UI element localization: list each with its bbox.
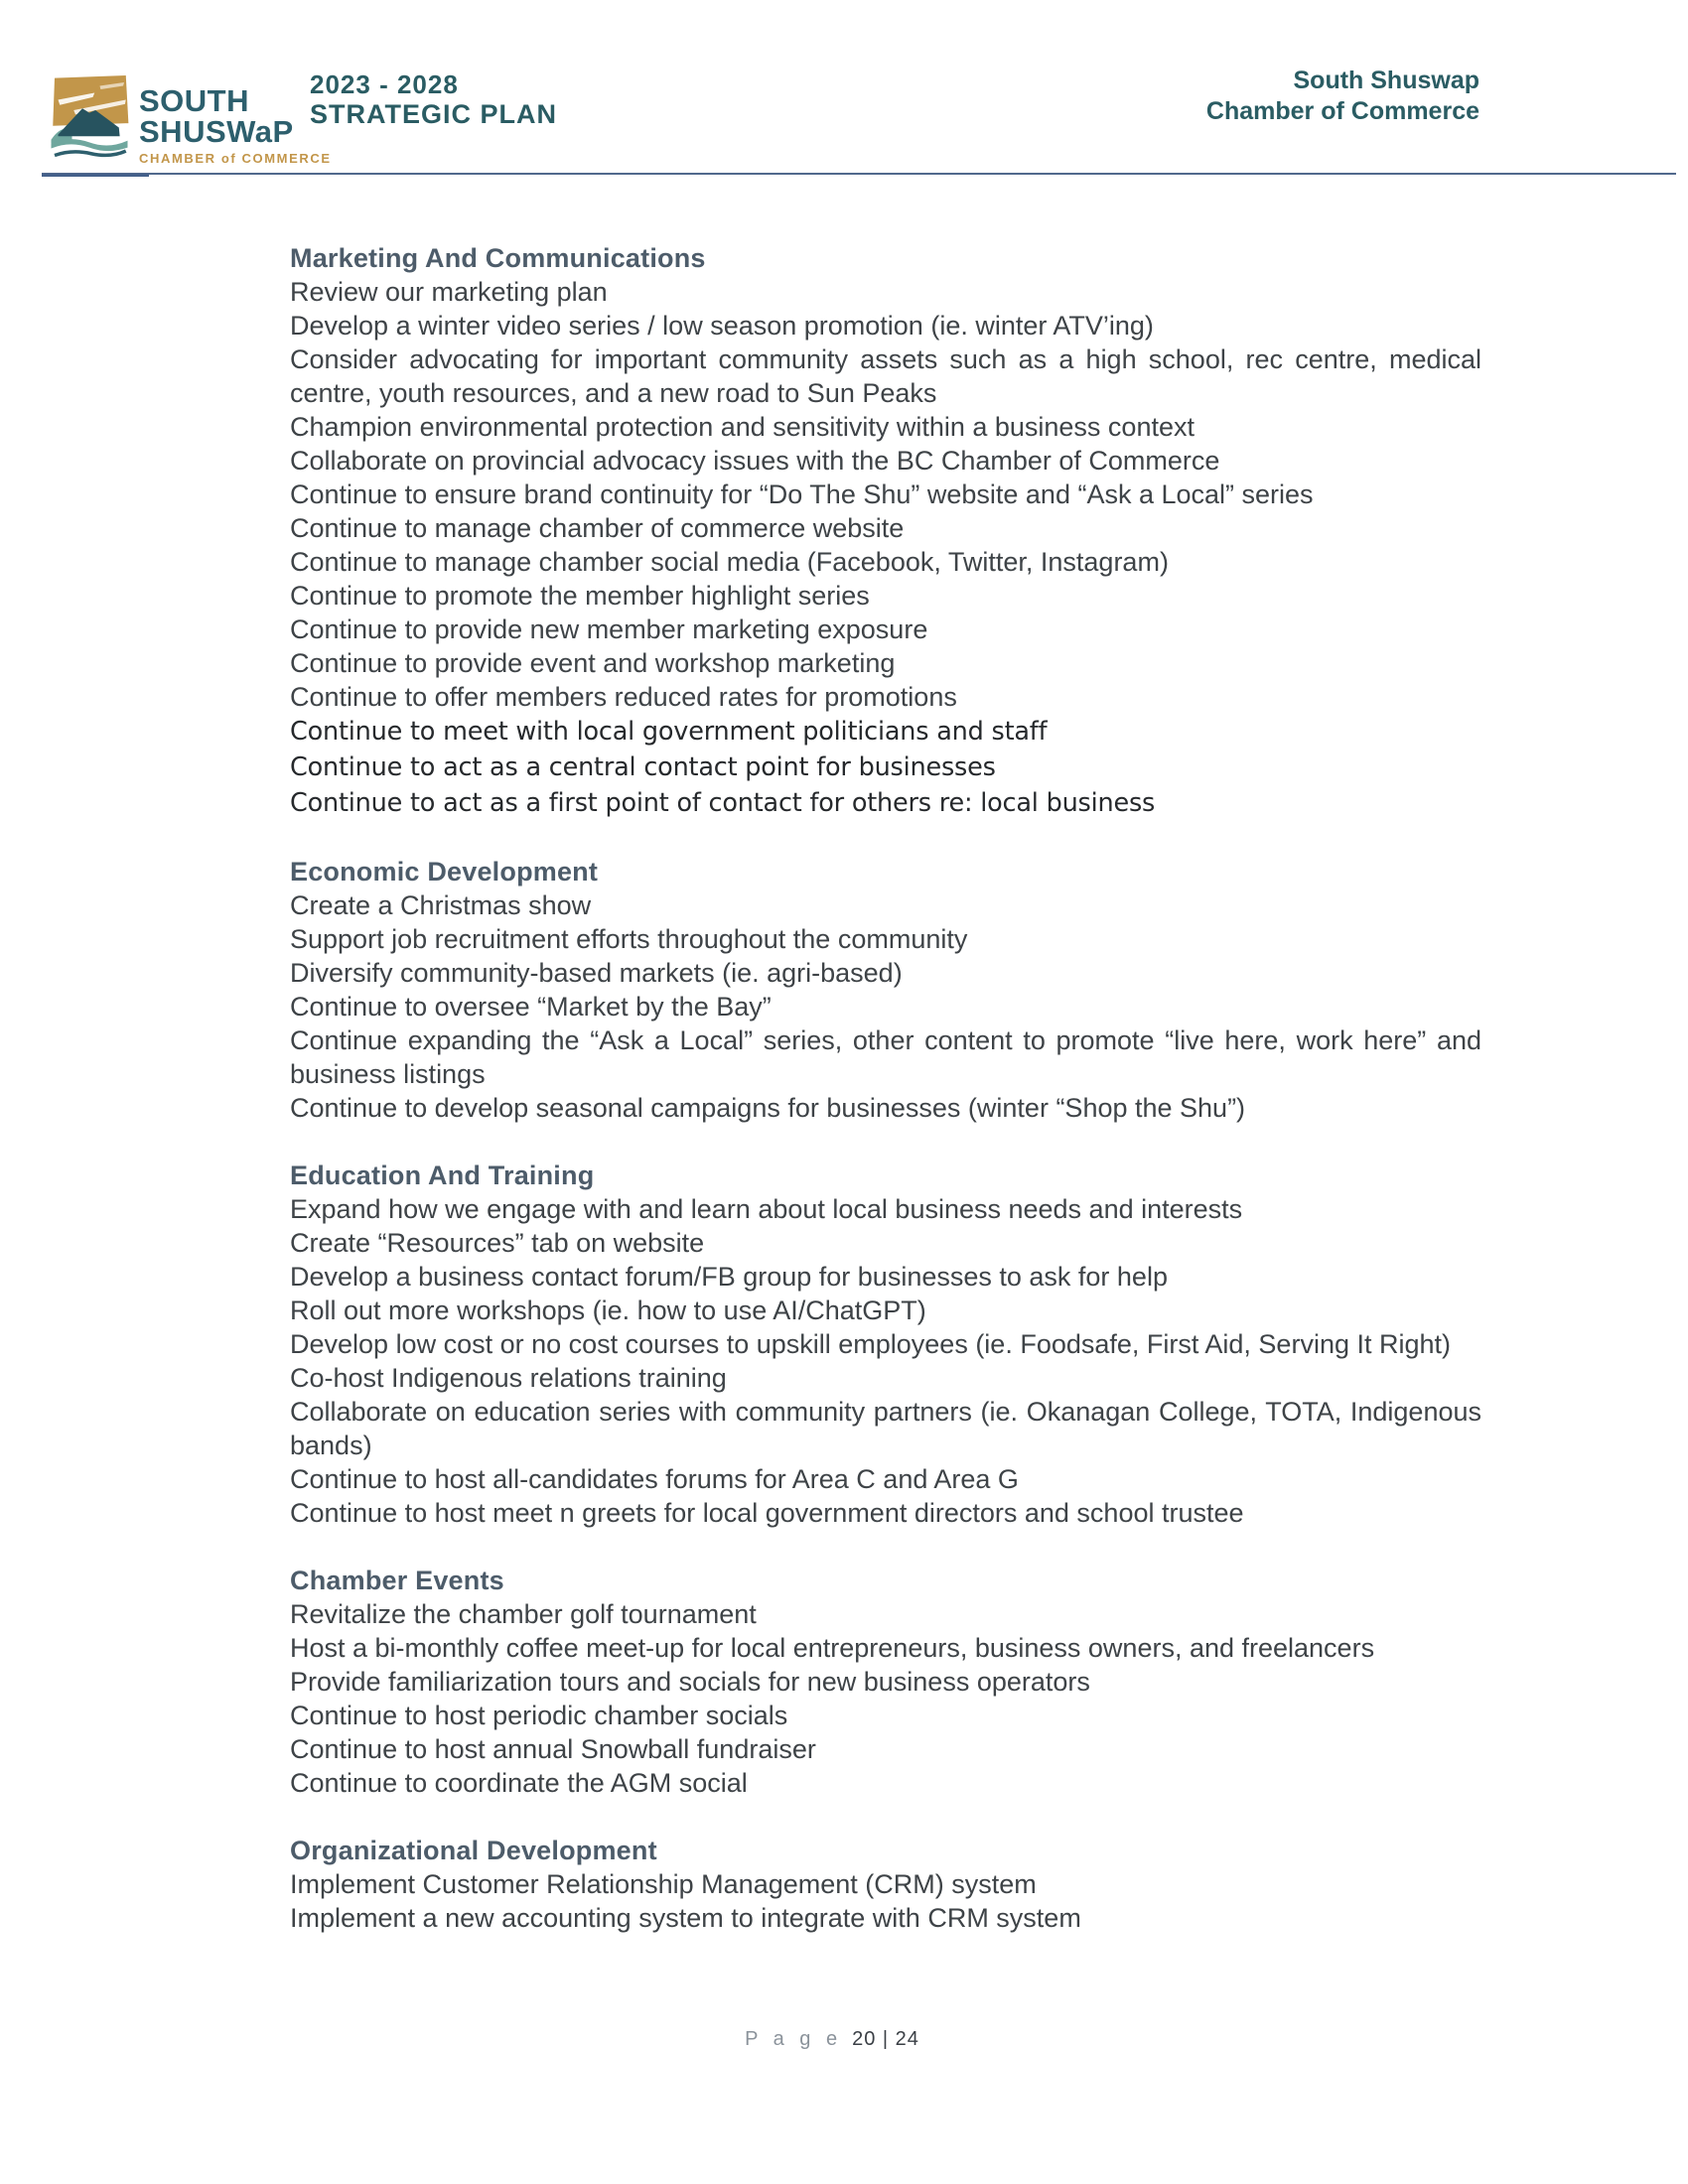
plan-item: Diversify community-based markets (ie. agri-based) [290,958,903,988]
plan-item: Continue to provide event and workshop marketing [290,648,896,678]
plan-section [290,241,1481,821]
section-items [290,275,1481,821]
logo-name-line2: SHUSWaP [139,114,294,149]
plan-item: Continue to manage chamber social media (Facebook, Twitter, Instagram) [290,547,1169,577]
plan-item: Continue expanding the “Ask a Local” series, other content to promote “live here, work here” and business listings [290,1025,1481,1089]
header-divider-segment [42,174,149,177]
plan-item: Continue to provide new member marketing exposure [290,614,928,644]
plan-item: Review our marketing plan [290,277,608,307]
plan-name: STRATEGIC PLAN [310,99,557,129]
plan-item: Create a Christmas show [290,890,592,920]
plan-section [290,855,1481,1125]
chamber-logo-wordmark [139,85,332,165]
header-divider [42,173,1676,175]
plan-item: Continue to act as a central contact point for businesses [290,752,996,782]
plan-item: Continue to host periodic chamber socials [290,1701,788,1730]
section-heading: Economic Development [290,857,599,887]
plan-item: Roll out more workshops (ie. how to use AI/ChatGPT) [290,1296,926,1325]
plan-item: Continue to meet with local government politicians and staff [290,717,1048,747]
plan-item: Support job recruitment efforts throughout the community [290,924,968,954]
plan-item: Continue to host meet n greets for local government directors and school trustee [290,1498,1244,1528]
plan-item: Collaborate on provincial advocacy issues with the BC Chamber of Commerce [290,446,1220,476]
plan-item: Continue to oversee “Market by the Bay” [290,992,772,1022]
chamber-logo-icon [48,73,131,161]
section-items [290,888,1481,1125]
plan-item: Expand how we engage with and learn about local business needs and interests [290,1194,1243,1224]
content [290,241,1481,1935]
plan-item: Provide familiarization tours and socials for new business operators [290,1667,1090,1697]
section-items [290,1192,1481,1530]
plan-item: Co-host Indigenous relations training [290,1363,727,1393]
plan-section [290,1564,1481,1800]
plan-item: Continue to coordinate the AGM social [290,1768,748,1798]
plan-item: Continue to act as a first point of contact for others re: local business [290,788,1156,818]
org-name-line2: Chamber of Commerce [1205,97,1479,125]
organization-name [1206,66,1479,127]
section-heading: Chamber Events [290,1566,504,1595]
plan-item: Continue to host all-candidates forums for Area C and Area G [290,1464,1019,1494]
org-name-line1: South Shuswap [1293,67,1479,94]
plan-item: Create “Resources” tab on website [290,1228,705,1258]
plan-item: Host a bi-monthly coffee meet-up for local entrepreneurs, business owners, and freelancers [290,1633,1375,1663]
plan-item: Consider advocating for important community assets such as a high school, rec centre, medical centre, youth resources, and a new road to Sun Peaks [290,344,1481,408]
plan-item: Continue to host annual Snowball fundraiser [290,1734,816,1764]
plan-item: Continue to promote the member highlight series [290,581,870,611]
section-heading: Marketing And Communications [290,243,706,273]
plan-item: Continue to ensure brand continuity for “Do The Shu” website and “Ask a Local” series [290,479,1314,509]
page-header [0,0,1688,179]
plan-item: Revitalize the chamber golf tournament [290,1599,757,1629]
plan-item: Continue to offer members reduced rates for promotions [290,682,957,712]
plan-item: Continue to manage chamber of commerce website [290,513,905,543]
section-items [290,1597,1481,1800]
page-footer [0,2027,1664,2051]
plan-item: Implement a new accounting system to integrate with CRM system [290,1903,1081,1933]
plan-years: 2023 - 2028 [310,69,459,99]
plan-item: Champion environmental protection and sensitivity within a business context [290,412,1195,442]
logo-tagline: CHAMBER of COMMERCE [139,151,332,166]
section-items [290,1867,1481,1935]
plan-item: Continue to develop seasonal campaigns for businesses (winter “Shop the Shu”) [290,1093,1246,1123]
logo-name-line1: SOUTH [139,83,249,118]
section-heading: Education And Training [290,1160,595,1190]
plan-item: Collaborate on education series with community partners (ie. Okanagan College, TOTA, Indigenous bands) [290,1397,1481,1460]
plan-title-block [310,69,557,129]
plan-item: Develop low cost or no cost courses to upskill employees (ie. Foodsafe, First Aid, Serving It Right) [290,1329,1452,1359]
plan-item: Develop a business contact forum/FB group for businesses to ask for help [290,1262,1168,1292]
page-label: P a g e [745,2028,843,2050]
page-number: 20 | 24 [852,2028,919,2050]
plan-item: Implement Customer Relationship Management (CRM) system [290,1869,1037,1899]
plan-section [290,1834,1481,1935]
section-heading: Organizational Development [290,1836,657,1865]
plan-item: Develop a winter video series / low season promotion (ie. winter ATV’ing) [290,311,1154,341]
plan-section [290,1159,1481,1530]
